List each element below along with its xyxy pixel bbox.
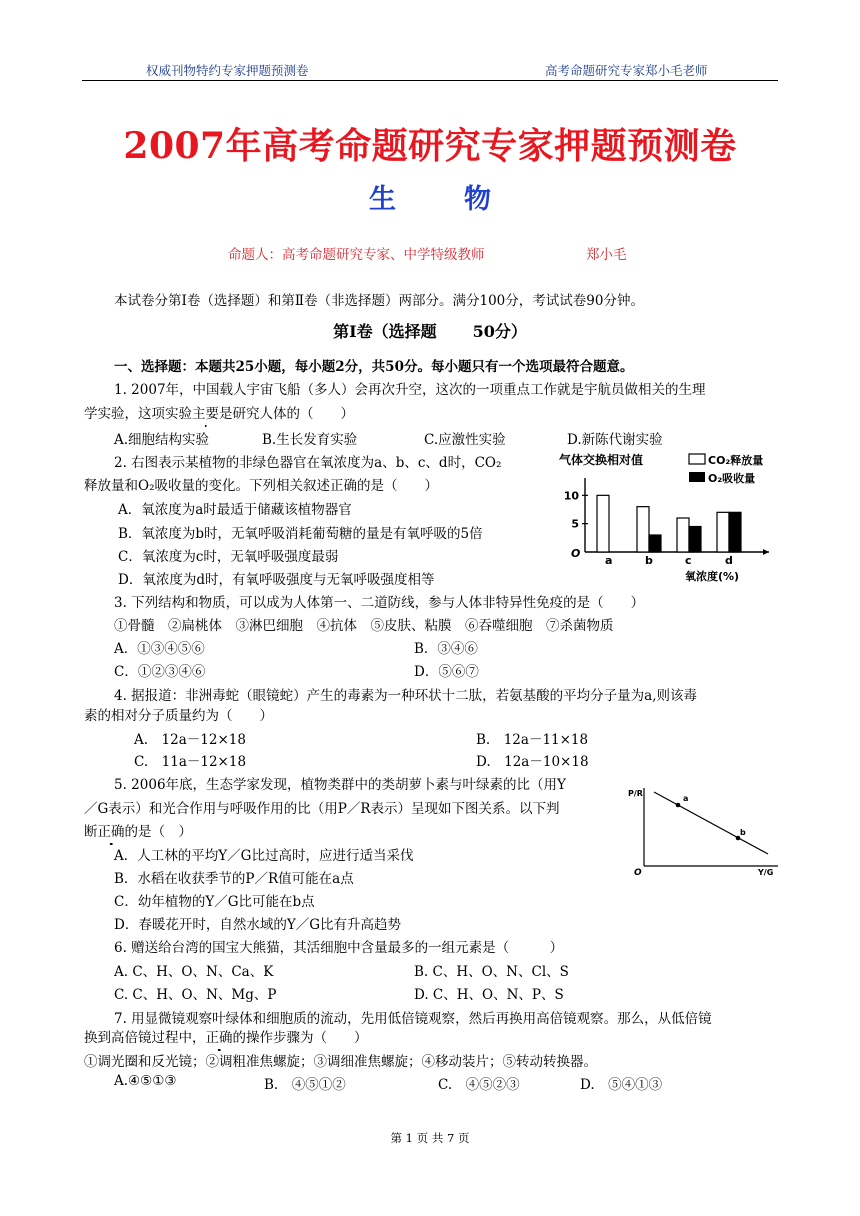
chart-x-tick-label: a: [605, 554, 613, 567]
q3-items: ①骨髓 ②扁桃体 ③淋巴细胞 ④抗体 ⑤皮肤、粘膜 ⑥吞噬细胞 ⑦杀菌物质: [114, 618, 614, 634]
q1-option-c: C.应激性实验: [424, 432, 506, 448]
chart-x-arrow: [763, 549, 769, 555]
section-score: 50分）: [472, 322, 527, 341]
q4-option-a: A. 12a－12×18: [134, 732, 246, 748]
header-rule: [82, 80, 778, 81]
q6-option-d: D. C、H、O、N、P、S: [414, 987, 564, 1003]
q6-option-a: A. C、H、O、N、Ca、K: [114, 964, 274, 980]
graph-trend-line: [654, 792, 768, 854]
chart-bar-co2-a: [597, 495, 609, 552]
q7-option-c: C. ④⑤②③: [438, 1077, 520, 1093]
instructions: 一、选择题：本题共25小题，每小题2分，共50分。每小题只有一个选项最符合题意。: [114, 359, 634, 375]
subject-char-2: 物: [464, 184, 491, 215]
chart-origin-label: O: [571, 547, 581, 560]
q4-option-c: C. 11a－12×18: [134, 754, 247, 770]
subject-char-1: 生: [369, 184, 396, 215]
chart-title: 气体交换相对值: [559, 453, 644, 467]
q6-option-c: C. C、H、O、N、Mg、P: [114, 987, 277, 1003]
q3-option-d: D．⑤⑥⑦: [414, 664, 479, 680]
chart-bar-co2-b: [637, 507, 649, 552]
q4-option-b: B. 12a－11×18: [476, 732, 589, 748]
q2-stem-line2: 释放量和O₂吸收量的变化。下列相关叙述正确的是（ ）: [84, 478, 438, 494]
q2-stem-line1: 2. 右图表示某植物的非绿色器官在氧浓度为a、b、c、d时，CO₂: [114, 455, 502, 471]
q5-stem-line2: ／G表示）和光合作用与呼吸作用的比（用P／R表示）呈现如下图关系。以下判: [84, 801, 560, 817]
legend-label-o2: O₂吸收量: [708, 472, 756, 485]
q4-stem-line2: 素的相对分子质量约为（ ）: [84, 708, 273, 724]
q7-stem-line2: [84, 1026, 368, 1046]
chart-legend: [689, 453, 763, 485]
q1-stem-line2: [84, 402, 354, 422]
q3-option-b: B．③④⑥: [414, 641, 478, 657]
q2-option-c: C．氧浓度为c时，无氧呼吸强度最弱: [118, 549, 339, 565]
q3-option-a: A．①③④⑤⑥: [114, 641, 205, 657]
q7-emphasis: 正确: [205, 1030, 233, 1046]
legend-swatch-o2: [689, 472, 705, 482]
section-label: 第Ⅰ卷（选择题: [333, 322, 437, 341]
subject-title: [0, 177, 860, 216]
chart-bar-co2-d: [717, 512, 729, 552]
gas-exchange-bar-chart: [555, 448, 785, 588]
q5-emphasis: 正确: [97, 824, 125, 840]
q5-stem-line3: [84, 820, 192, 840]
header-right: 高考命题研究专家郑小毛老师: [545, 63, 708, 78]
q4-option-d: D. 12a－10×18: [476, 754, 589, 770]
q1-stem-part2: 是研究人体的（ ）: [219, 406, 354, 422]
q7-steps: ①调光圈和反光镜；②调粗准焦螺旋；③调细准焦螺旋；④移动装片；⑤转动转换器。: [84, 1054, 597, 1070]
chart-y-tick-label: 5: [571, 517, 579, 531]
q1-option-d: D.新陈代谢实验: [567, 432, 663, 448]
page-footer: 第 1 页 共 7 页: [390, 1131, 470, 1145]
chart-x-tick-label: b: [645, 554, 653, 567]
chart-x-tick-label: c: [685, 554, 692, 567]
q7-stem-part1: 换到高倍镜过程中，: [84, 1030, 206, 1046]
q7-option-d: D. ⑤④①③: [580, 1077, 663, 1093]
q6-option-b: B. C、H、O、N、Cl、S: [414, 964, 569, 980]
q7-stem-line1: 7. 用显微镜观察叶绿体和细胞质的流动，先用低倍镜观察，然后再换用高倍镜观察。那么，从低倍镜: [114, 1011, 712, 1027]
q5-option-c: C．幼年植物的Y／G比可能在b点: [114, 894, 315, 910]
q1-emphasis: 主要: [192, 406, 219, 422]
q1-stem-line1: 1. 2007年，中国载人宇宙飞船（多人）会再次升空，这次的一项重点工作就是宇航员做相关的生理: [114, 382, 706, 398]
q5-option-d: D．春暖花开时，自然水域的Y／G比有升高趋势: [114, 917, 402, 933]
chart-x-tick-label: d: [725, 554, 733, 567]
q2-option-b: B．氧浓度为b时，无氧呼吸消耗葡萄糖的量是有氧呼吸的5倍: [118, 526, 483, 542]
graph-point-a: [676, 803, 681, 808]
q5-stem-line1: 5. 2006年底，生态学家发现，植物类群中的类胡萝卜素与叶绿素的比（用Y: [114, 777, 566, 793]
q2-option-a: A．氧浓度为a时最适于储藏该植物器官: [118, 502, 352, 518]
chart-xlabel: 氧浓度(%): [685, 570, 740, 583]
legend-swatch-co2: [689, 454, 705, 464]
legend-label-co2: CO₂释放量: [708, 454, 764, 467]
graph-point-a-label: a: [683, 794, 689, 803]
q7-option-a: A.④⑤①③: [114, 1073, 177, 1089]
pr-yg-line-graph: [628, 780, 788, 880]
section-title: [0, 319, 860, 342]
intro-text: 本试卷分第Ⅰ卷（选择题）和第Ⅱ卷（非选择题）两部分。满分100分，考试试卷90分钟。: [114, 293, 644, 309]
q3-stem: 3. 下列结构和物质，可以成为人体第一、二道防线，参与人体非特异性免疫的是（ ）: [114, 595, 645, 611]
q1-stem-part1: 学实验，这项实验: [84, 406, 192, 422]
graph-x-label: Y/G: [758, 868, 774, 877]
chart-bar-o2-d: [729, 512, 741, 552]
q2-option-d: D．氧浓度为d时，有氧呼吸强度与无氧呼吸强度相等: [118, 572, 435, 588]
q7-stem-part2: 的操作步骤为（ ）: [232, 1030, 368, 1046]
q1-option-b: B.生长发育实验: [262, 432, 358, 448]
q7-option-b: B. ④⑤①②: [264, 1077, 346, 1093]
chart-bar-co2-c: [677, 518, 689, 552]
page-title: 2007年高考命题研究专家押题预测卷: [123, 125, 737, 167]
author-name: 郑小毛: [586, 247, 627, 263]
author-label: 命题人：高考命题研究专家、中学特级教师: [228, 247, 485, 263]
q3-option-c: C．①②③④⑥: [114, 664, 206, 680]
chart-bar-o2-b: [649, 535, 661, 552]
graph-point-b-label: b: [740, 828, 746, 837]
q5-option-b: B．水稻在收获季节的P／R值可能在a点: [114, 871, 354, 887]
q5-option-a: A．人工林的平均Y／G比过高时，应进行适当采伐: [114, 848, 414, 864]
q6-stem: 6. 赠送给台湾的国宝大熊猫，其活细胞中含量最多的一组元素是（ ）: [114, 940, 564, 956]
chart-bar-o2-c: [689, 527, 701, 553]
header-left: 权威刊物特约专家押题预测卷: [146, 63, 309, 78]
q4-stem-line1: 4. 据报道：非洲毒蛇（眼镜蛇）产生的毒素为一种环状十二肽，若氨基酸的平均分子量为a,则该毒: [114, 688, 698, 704]
graph-origin: O: [634, 868, 642, 878]
chart-y-tick-label: 10: [563, 489, 579, 503]
q5-stem-part1: 断: [84, 824, 98, 840]
chart-bars: [597, 495, 741, 567]
q5-stem-part2: 的是（ ）: [124, 824, 192, 840]
graph-y-label: P/R: [628, 789, 643, 798]
q1-option-a: A.细胞结构实验: [114, 432, 210, 448]
